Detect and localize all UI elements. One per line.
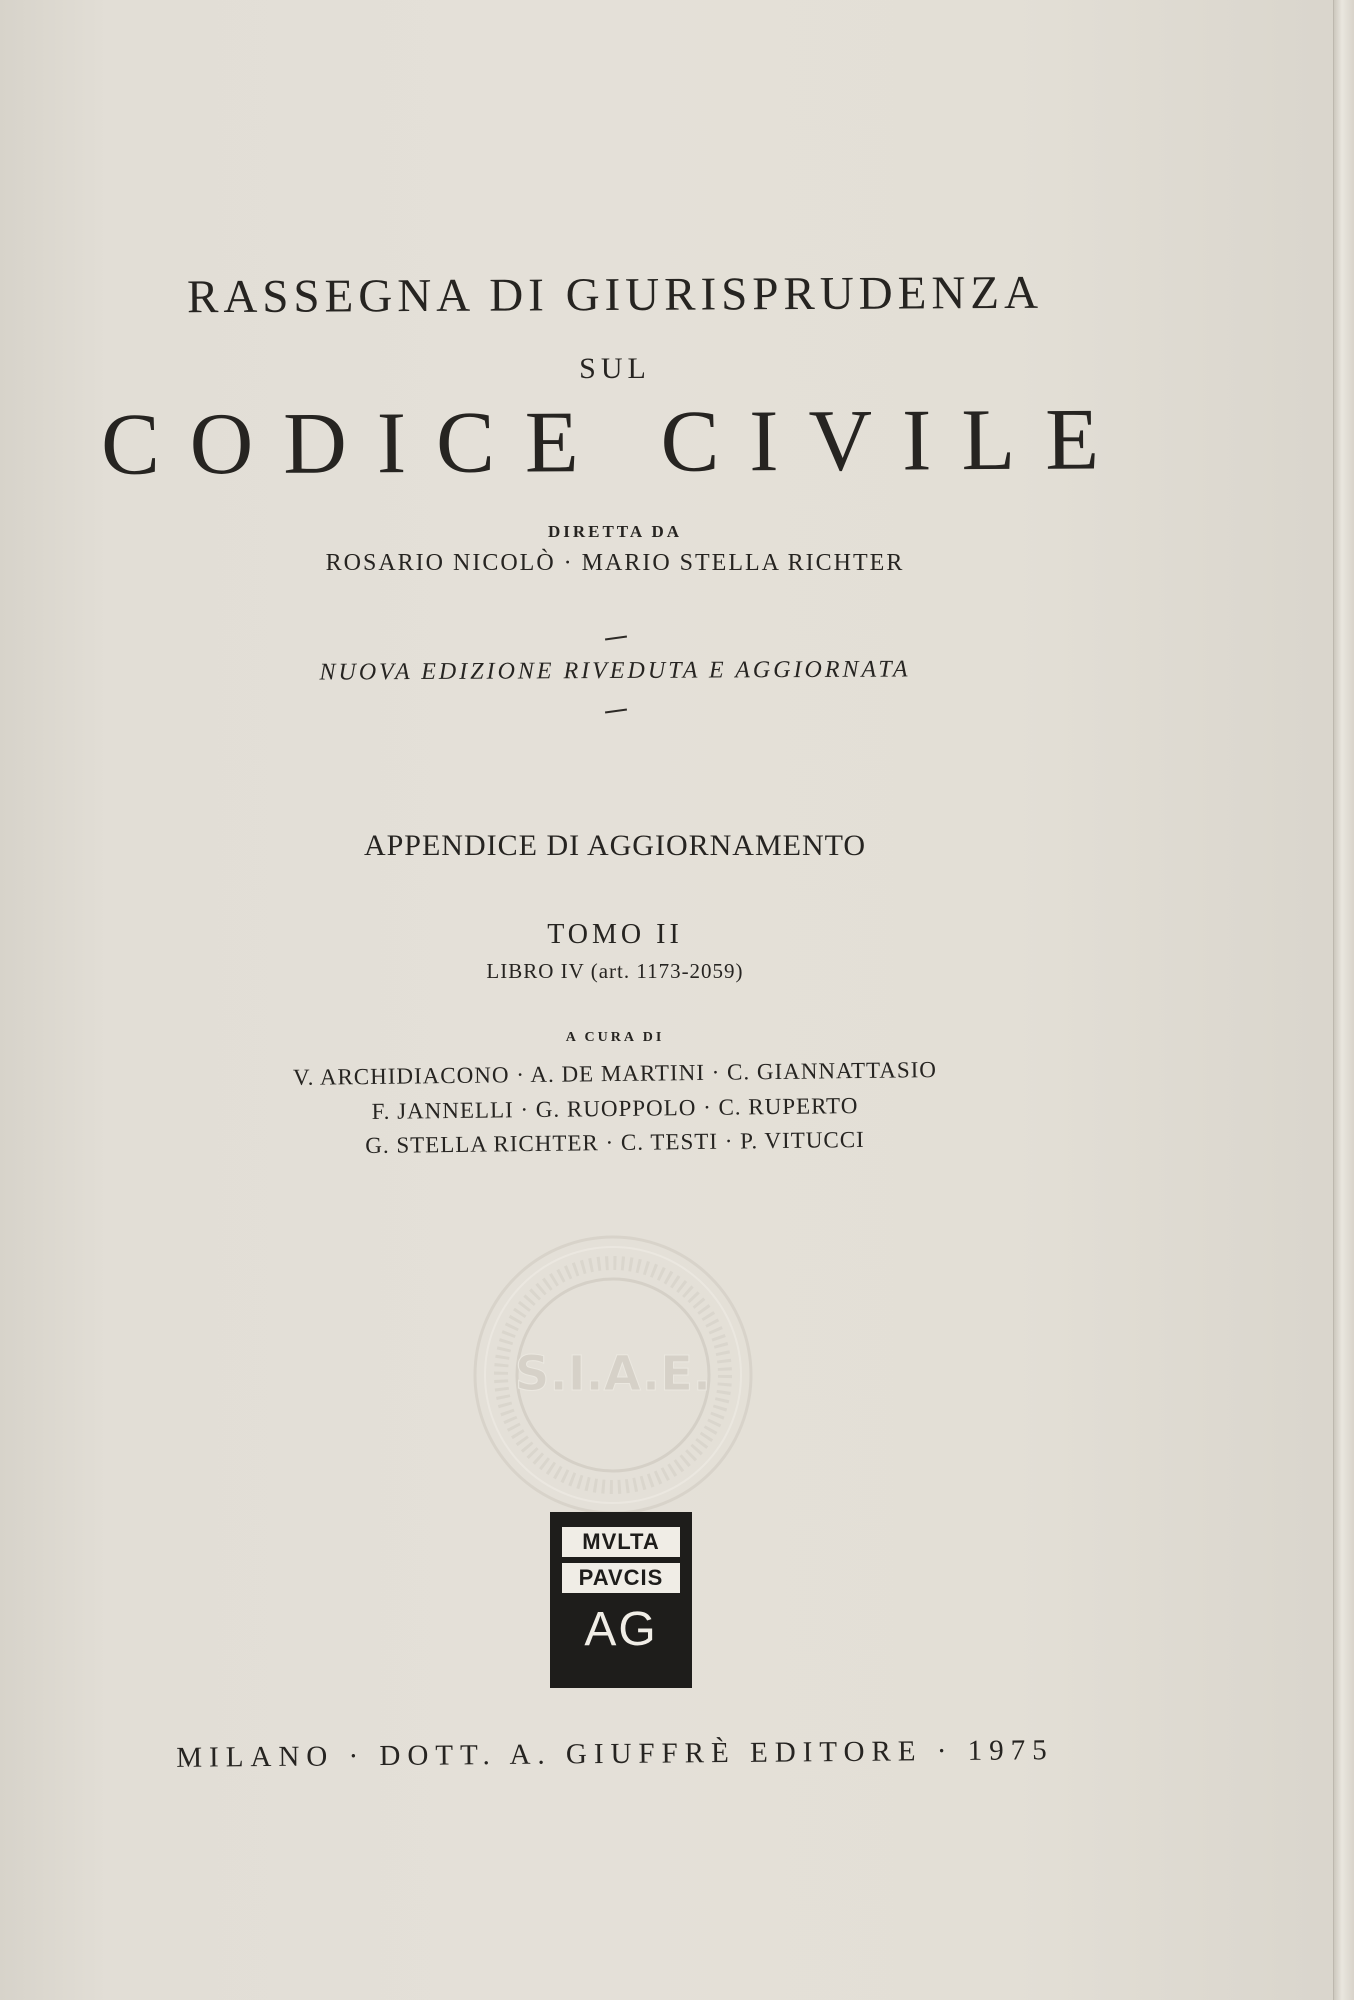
editors-line: G. STELLA RICHTER · C. TESTI · P. VITUCCI xyxy=(365,1126,865,1159)
logo-monogram: AG xyxy=(584,1603,658,1656)
seal-center-text: S.I.A.E. xyxy=(514,1346,712,1402)
publisher-imprint: MILANO · DOTT. A. GIUFFRÈ EDITORE · 1975 xyxy=(176,1734,1054,1774)
ornament-dash xyxy=(605,635,627,640)
series-title: RASSEGNA DI GIURISPRUDENZA xyxy=(186,266,1044,324)
directed-by-label: DIRETTA DA xyxy=(547,522,683,541)
ornament-dash xyxy=(605,708,627,713)
editors-line: V. ARCHIDIACONO · A. DE MARTINI · C. GIANNATTASIO xyxy=(292,1057,938,1090)
logo-motto-line1: MVLTA xyxy=(562,1527,680,1557)
edition-note: NUOVA EDIZIONE RIVEDUTA E AGGIORNATA xyxy=(319,656,911,686)
publisher-logo xyxy=(550,1512,692,1688)
edited-by-label: A CURA DI xyxy=(565,1030,665,1045)
book-range: LIBRO IV (art. 1173-2059) xyxy=(486,959,744,983)
editors-line: F. JANNELLI · G. RUOPPOLO · C. RUPERTO xyxy=(371,1093,859,1124)
page-edge xyxy=(1333,0,1354,2000)
title-connector: SUL xyxy=(579,352,651,385)
siae-seal-stamp xyxy=(468,1230,758,1520)
logo-motto-line2: PAVCIS xyxy=(562,1563,680,1593)
main-title: CODICE CIVILE xyxy=(100,391,1130,494)
volume-label: TOMO II xyxy=(547,919,683,950)
directors: ROSARIO NICOLÒ · MARIO STELLA RICHTER xyxy=(325,550,905,576)
appendix-title: APPENDICE DI AGGIORNAMENTO xyxy=(363,829,867,862)
